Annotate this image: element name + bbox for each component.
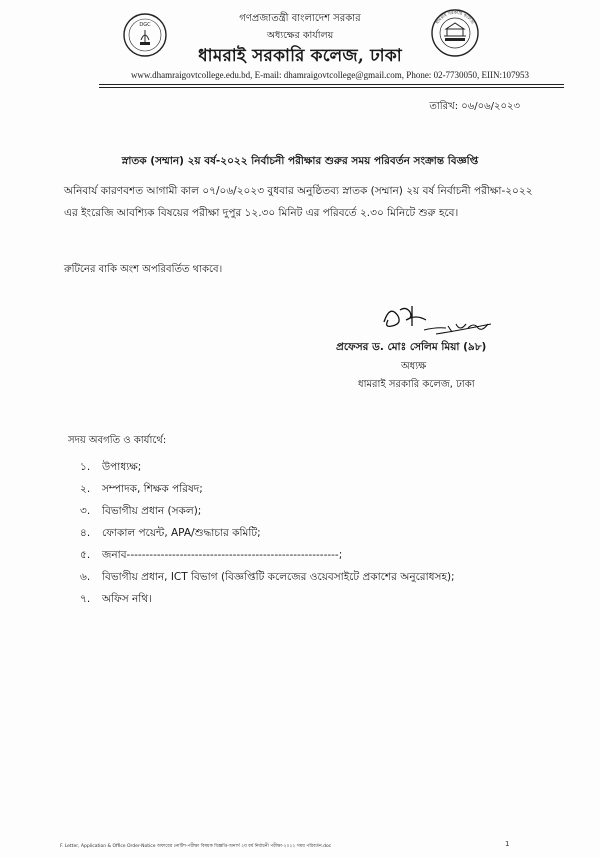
college-name: ধামরাই সরকারি কলেজ, ঢাকা (198, 46, 402, 66)
government-name: গণপ্রজাতন্ত্রী বাংলাদেশ সরকার (239, 13, 361, 24)
list-item: ১. উপাধ্যক্ষ; (80, 461, 142, 473)
office-name: অধ্যক্ষের কার্যালয় (266, 30, 334, 41)
signature-icon (376, 300, 501, 340)
list-item: ৩. বিভাগীয় প্রধান (সকল); (80, 505, 202, 517)
routine-note: রুটিনের বাকি অংশ অপরিবর্তিত থাকবে। (64, 264, 223, 275)
list-item: ৭. অফিস নথি। (80, 593, 152, 605)
notice-body: অনিবার্য কারণবশত আগামী কাল ০৭/০৬/২০২৩ বুধবার অনুষ্ঠিতব্য স্নাতক (সম্মান) ২য় বর্ষ নির্বাচনী পরীক্ষা-২০২২ এর ইংরেজি আবশ্যিক বিষয়ের পরীক্ষা দুপুর ১২.৩০ মিনিট এর পরিবর্তে ২.৩০ মিনিটে শুরু হবে। (64, 185, 533, 219)
footer-page-number: 1 (505, 840, 510, 848)
signatory-title: অধ্যক্ষ (401, 361, 427, 372)
header-divider-thick (99, 87, 564, 88)
logo-right-label: ধামরাই সরকারি কলেজ (435, 10, 475, 26)
list-item: ২. সম্পাদক, শিক্ষক পরিষদ; (80, 483, 203, 495)
contact-info: www.dhamraigovtcollege.edu.bd, E-mail: dhamraigovtcollege@gmail.com, Phone: 02-7730050, EIIN:107953 (130, 70, 530, 80)
list-item: ৬. বিভাগীয় প্রধান, ICT বিভাগ (বিজ্ঞপ্তিটি কলেজের ওয়েবসাইটে প্রকাশের অনুরোধসহ); (80, 571, 455, 583)
distribution-intro: সদয় অবগতি ও কার্যার্থে: (68, 435, 167, 446)
header-divider (99, 84, 564, 85)
distribution-list (80, 460, 455, 614)
notice-subject: স্নাতক (সম্মান) ২য় বর্ষ-২০২২ নির্বাচনী পরীক্ষার শুরুর সময় পরিবর্তন সংক্রান্ত বিজ্ঞপ্তি (121, 155, 479, 167)
logo-left-label: DGC (139, 22, 151, 28)
notice-date: তারিখ: ০৬/০৬/২০২৩ (429, 101, 520, 112)
signatory-institution: ধামরাই সরকারি কলেজ, ঢাকা (358, 379, 475, 390)
list-item: ৪. ফোকাল পয়েন্ট, APA/শুদ্ধাচার কমিটি; (80, 527, 261, 539)
signatory-name: প্রফেসর ড. মোঃ সেলিম মিয়া (৯৮) (336, 341, 487, 353)
footer-file-path: F. Letter, Application & Office Order-Notice অফারের নোটিশ-পরীক্ষা বিষয়ক বিজ্ঞপ্তি-অনার্স ২য় বর্ষ নির্বাচনী পরীক্ষা-২০২২ সময় পরিবর্তন.doc (60, 844, 332, 849)
list-item: ৫. জনাব--------------------------------------------------------; (80, 549, 343, 561)
